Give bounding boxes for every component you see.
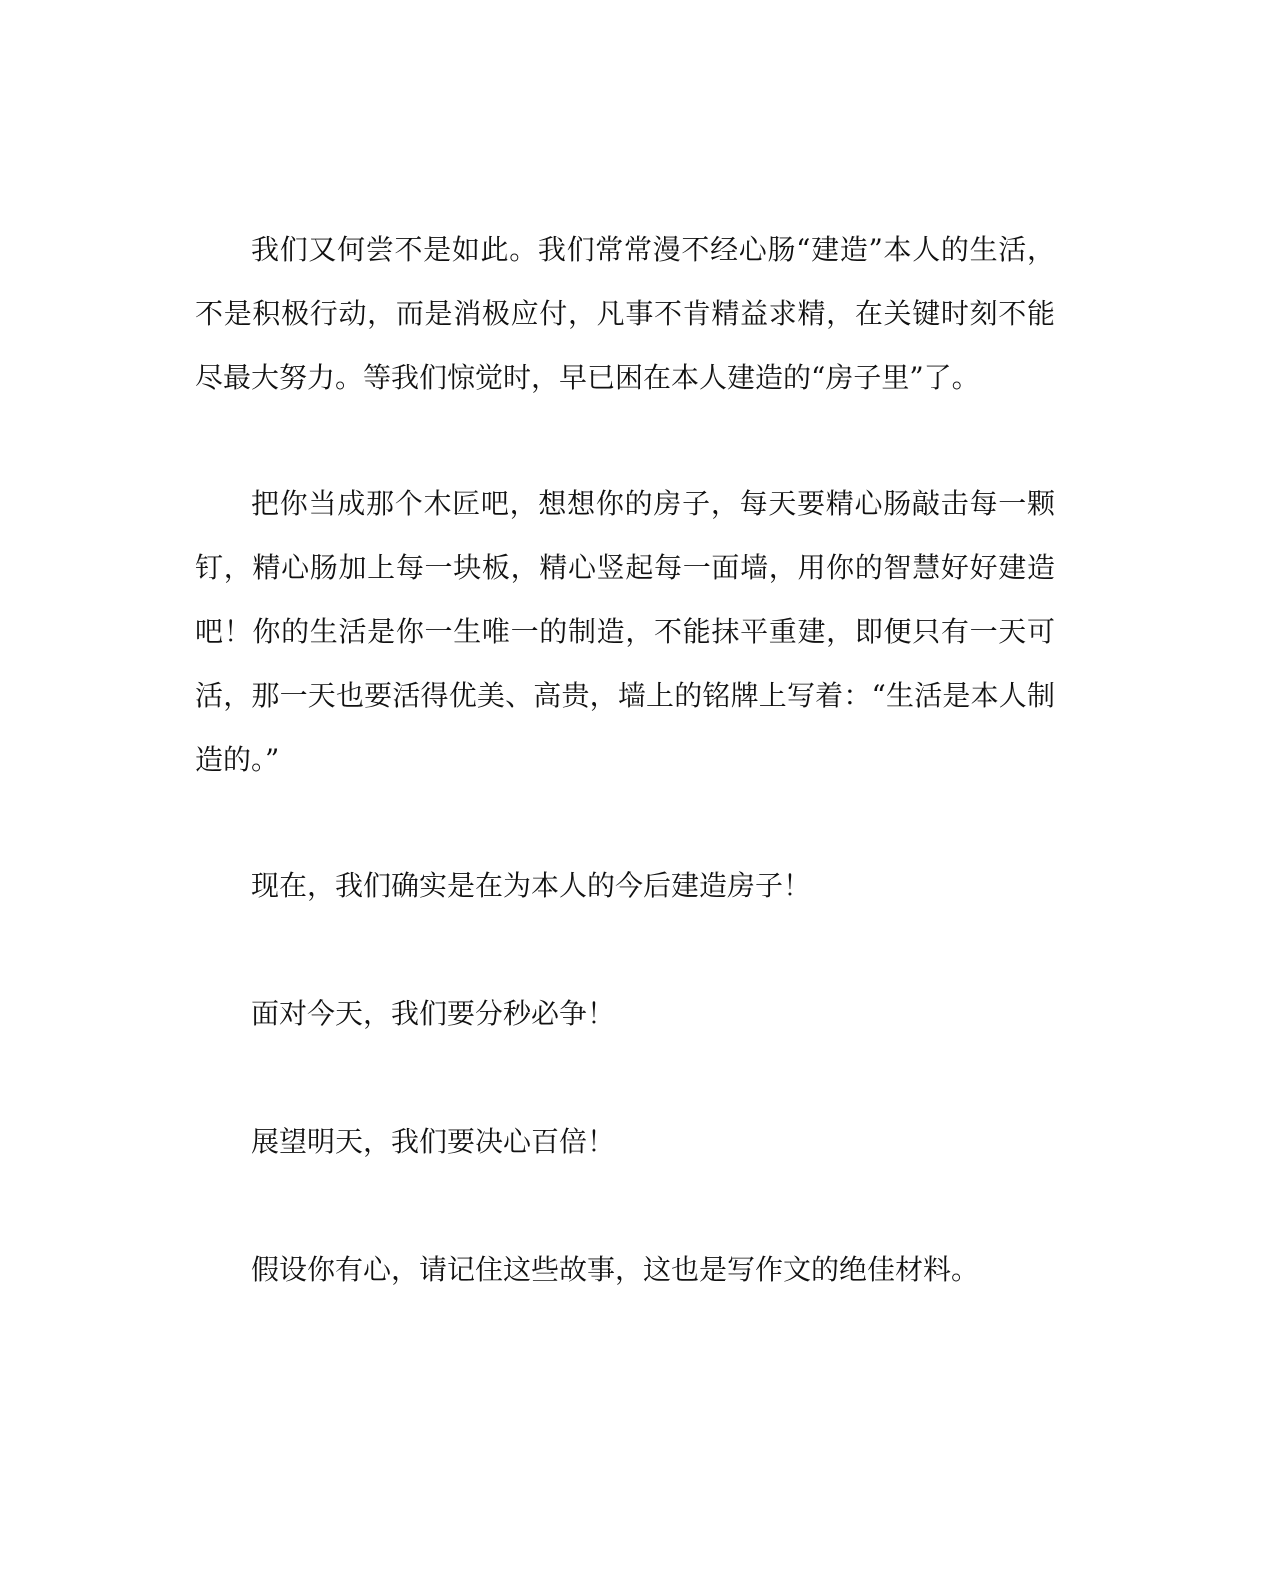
paragraph-4: 面对今天，我们要分秒必争！ (251, 997, 616, 1030)
paragraph-6: 假设你有心，请记住这些故事，这也是写作文的绝佳材料。 (251, 1253, 980, 1286)
document-body (195, 218, 1055, 1302)
paragraph-2: 把你当成那个木匠吧，想想你的房子，每天要精心肠敲击每一颗钉，精心肠加上每一块板，精心竖起每一面墙，用你的智慧好好建造吧！你的生活是你一生唯一的制造，不能抹平重建，即便只有一天可活，那一天也要活得优美、高贵，墙上的铭牌上写着：“生活是本人制造的。” (195, 487, 1055, 776)
paragraph-3: 现在，我们确实是在为本人的今后建造房子！ (251, 869, 812, 902)
paragraph-5: 展望明天，我们要决心百倍！ (251, 1125, 616, 1158)
paragraph-1: 我们又何尝不是如此。我们常常漫不经心肠“建造”本人的生活，不是积极行动，而是消极应付，凡事不肯精益求精，在关键时刻不能尽最大努力。等我们惊觉时，早已困在本人建造的“房子里”了。 (195, 233, 1055, 394)
